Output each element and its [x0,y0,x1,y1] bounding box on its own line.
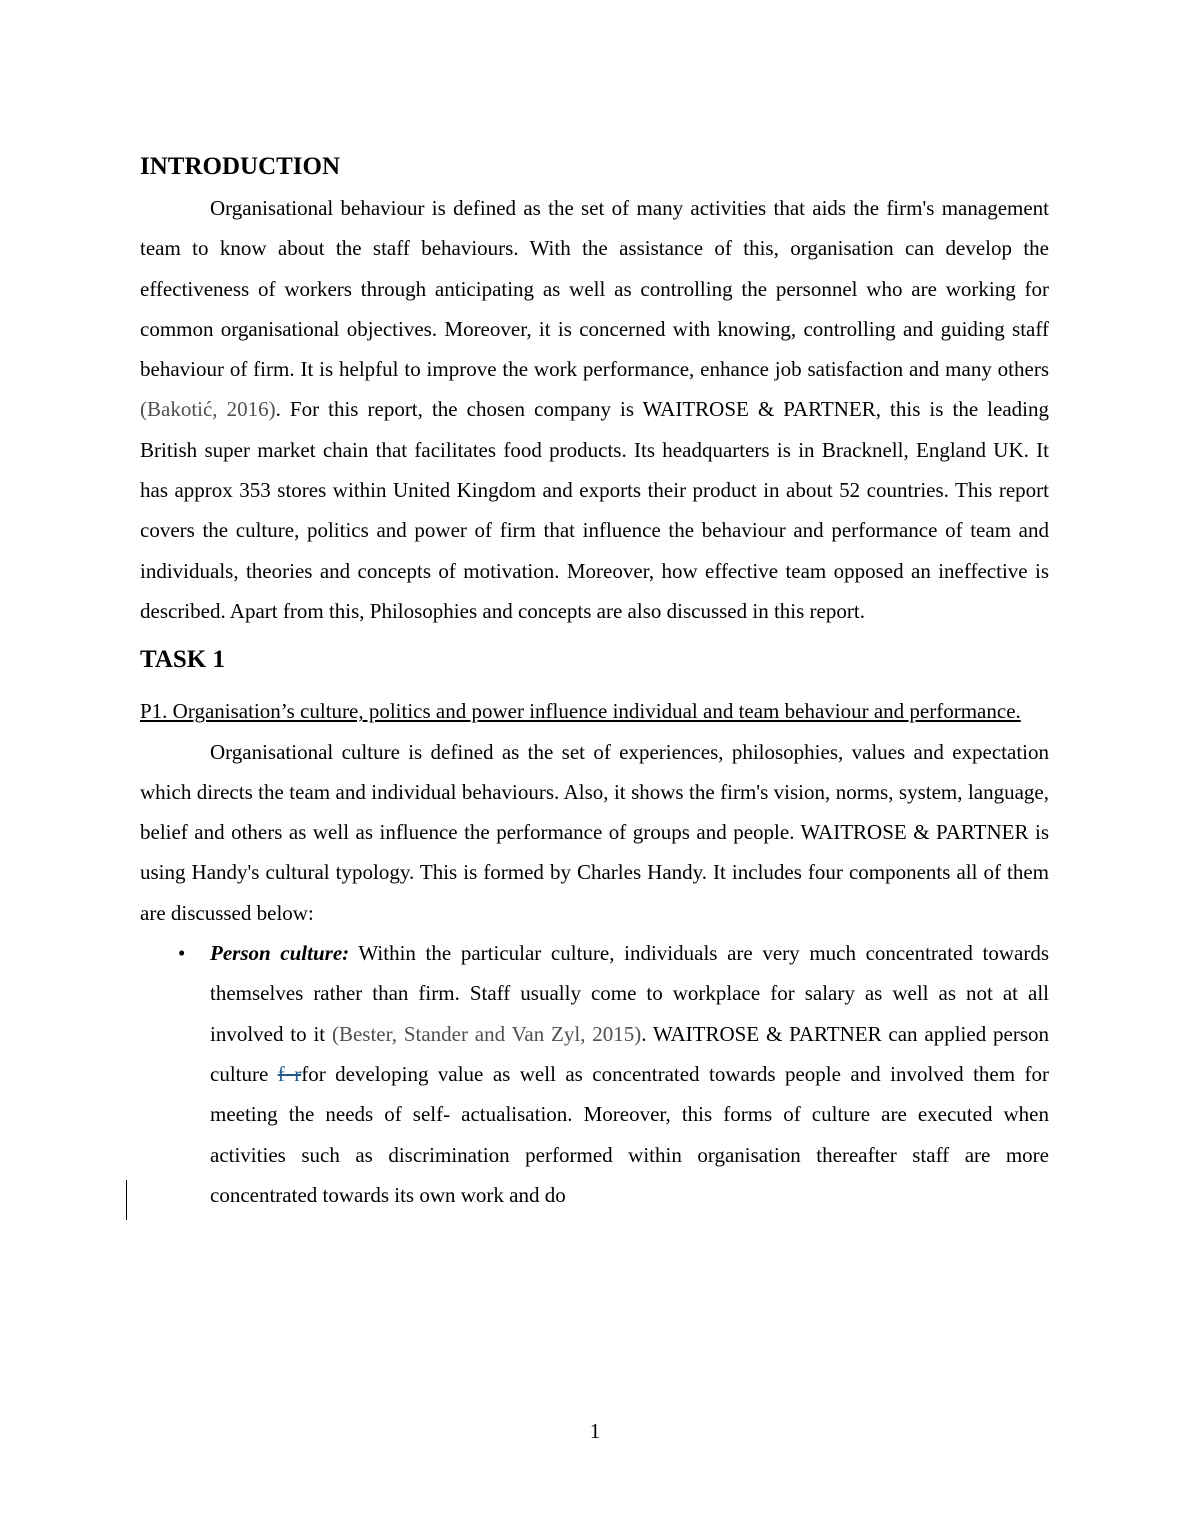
bullet-text-part1: Within the particular culture, individuals are very much concentrated towards themselves rather than firm. Staff usually come to workplace for salary as well as not at all involved to it [210,941,1050,1046]
intro-text-part2: . For this report, the chosen company is WAITROSE & PARTNER, this is the leading British super market chain that facilitates food products. Its headquarters is in Bracknell, England UK. It has approx 353 stores within United Kingdom and exports their product in about 52 countries. This report covers the culture, politics and power of firm that influence the behaviour and performance of team and individuals, theories and concepts of motivation. Moreover, how effective team opposed an ineffective is described. Apart from this, Philosophies and concepts are also discussed in this report. [140,397,1049,623]
introduction-paragraph [140,188,1049,631]
bullet-text-part2: . WAITROSE & PARTNER can applied person culture [210,1021,1049,1086]
p1-paragraph: Organisational culture is defined as the set of experiences, philosophies, values and expectation which directs the team and individual behaviours. Also, it shows the firm's vision, norms, system, language, belief and others as well as influence the performance of groups and people. WAITROSE & PARTNER is using Handy's cultural typology. This is formed by Charles Handy. It includes four components all of them are discussed below: [140,739,1049,925]
task-1-heading: TASK 1 [140,646,225,674]
intro-text-part1: Organisational behaviour is defined as the set of many activities that aids the firm's management team to know about the staff behaviours. With the assistance of this, organisation can develop the effectiveness of workers through anticipating as well as controlling the personnel who are working for common organisational objectives. Moreover, it is concerned with knowing, controlling and guiding staff behaviour of firm. It is helpful to improve the work performance, enhance job satisfaction and many others [140,196,1049,382]
tracked-change-bar [126,1180,127,1220]
bullet-citation: (Bester, Stander and Van Zyl, 2015) [331,1021,642,1046]
bullet-icon: • [178,941,186,966]
introduction-heading: INTRODUCTION [140,153,341,180]
tracked-deletion: f r [277,1061,302,1086]
p1-subheading: P1. Organisation’s culture, politics and power influence individual and team behaviour and performance. [140,699,1021,724]
intro-citation: (Bakotić, 2016) [140,397,276,422]
page-content [140,150,1049,1215]
culture-bullet-list [140,933,1049,1215]
bullet-text-part3: for developing value as well as concentrated towards people and involved them for meeting the needs of self- actualisation. Moreover, this forms of culture are executed when activities such as discrimination performed within organisation thereafter staff are more concentrated towards its own work and do [210,1061,1049,1207]
page-number: 1 [589,1419,601,1443]
bullet-term: Person culture: [210,941,350,966]
list-item-person-culture [140,933,1049,1215]
